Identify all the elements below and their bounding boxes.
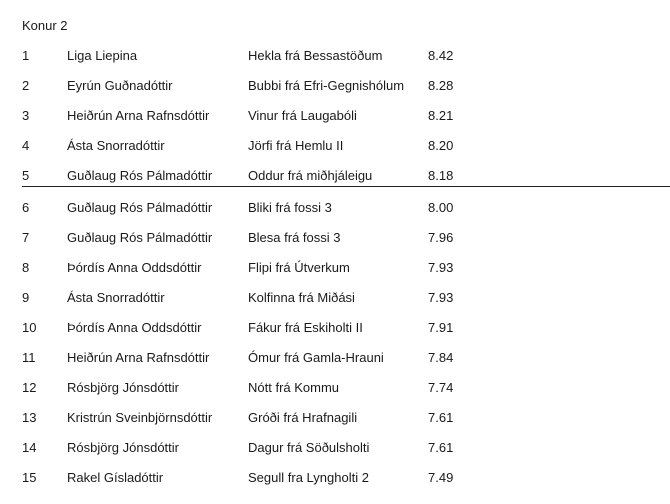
table-row <box>0 138 670 168</box>
table-row <box>0 48 670 78</box>
table-row <box>0 290 670 320</box>
rank-cell: 10 <box>22 319 37 335</box>
table-row <box>0 260 670 290</box>
rank-cell: 1 <box>22 48 30 63</box>
rider-cell: Heiðrún Arna Rafnsdóttir <box>67 108 210 124</box>
rank-cell: 13 <box>22 410 37 426</box>
table-row <box>0 380 670 410</box>
table-row <box>0 440 670 470</box>
rider-cell: Rakel Gísladóttir <box>67 470 164 486</box>
horse-cell: Fákur frá Eskiholti II <box>248 319 363 335</box>
rider-cell: Rósbjörg Jónsdóttir <box>67 380 179 396</box>
rider-cell: Eyrún Guðnadóttir <box>67 78 173 94</box>
horse-cell: Oddur frá miðhjáleigu <box>248 168 373 184</box>
score-cell: 7.91 <box>428 319 454 335</box>
horse-cell: Bliki frá fossi 3 <box>248 199 332 215</box>
rank-cell: 12 <box>22 380 37 396</box>
table-row <box>0 108 670 138</box>
rider-cell: Kristrún Sveinbjörnsdóttir <box>67 410 213 426</box>
score-cell: 7.61 <box>428 410 454 426</box>
horse-cell: Kolfinna frá Miðási <box>248 289 355 305</box>
score-cell: 7.61 <box>428 440 454 456</box>
score-cell: 8.42 <box>428 48 454 63</box>
horse-cell: Flipi frá Útverkum <box>248 259 350 275</box>
table-row <box>0 470 670 500</box>
horse-cell: Jörfi frá Hemlu II <box>248 138 344 154</box>
rank-cell: 14 <box>22 440 37 456</box>
score-cell: 7.96 <box>428 229 454 245</box>
rider-cell: Heiðrún Arna Rafnsdóttir <box>67 350 210 365</box>
rider-cell: Þórdís Anna Oddsdóttir <box>67 319 202 335</box>
score-cell: 7.84 <box>428 350 454 365</box>
rank-cell: 3 <box>22 108 30 124</box>
horse-cell: Blesa frá fossi 3 <box>248 229 341 245</box>
table-row <box>0 168 670 198</box>
rank-cell: 6 <box>22 199 30 215</box>
score-cell: 8.20 <box>428 138 454 154</box>
score-cell: 7.49 <box>428 470 454 486</box>
horse-cell: Gróði frá Hrafnagili <box>248 410 358 426</box>
rider-cell: Guðlaug Rós Pálmadóttir <box>67 199 213 215</box>
table-row <box>0 350 670 380</box>
score-cell: 8.28 <box>428 78 454 94</box>
table-row <box>0 78 670 108</box>
rank-cell: 15 <box>22 470 37 486</box>
horse-cell: Bubbi frá Efri-Gegnishólum <box>248 78 405 94</box>
score-cell: 7.93 <box>428 259 454 275</box>
score-cell: 7.74 <box>428 380 454 396</box>
rider-cell: Ásta Snorradóttir <box>67 289 165 305</box>
score-cell: 8.18 <box>428 168 454 184</box>
horse-cell: Hekla frá Bessastöðum <box>248 48 383 63</box>
score-cell: 8.00 <box>428 199 454 215</box>
table-row <box>0 200 670 230</box>
horse-cell: Ómur frá Gamla-Hrauni <box>248 350 384 365</box>
rank-cell: 4 <box>22 138 30 154</box>
rider-cell: Ásta Snorradóttir <box>67 138 165 154</box>
score-cell: 8.21 <box>428 108 454 124</box>
rank-cell: 7 <box>22 229 30 245</box>
rider-cell: Liga Liepina <box>67 48 138 63</box>
rank-cell: 2 <box>22 78 30 94</box>
rider-cell: Guðlaug Rós Pálmadóttir <box>67 168 213 184</box>
rank-cell: 5 <box>22 168 30 184</box>
section-title: Konur 2 <box>22 18 68 33</box>
rider-cell: Guðlaug Rós Pálmadóttir <box>67 229 213 245</box>
rider-cell: Rósbjörg Jónsdóttir <box>67 440 179 456</box>
rank-cell: 11 <box>22 350 36 365</box>
horse-cell: Segull fra Lyngholti 2 <box>248 470 369 486</box>
horse-cell: Dagur frá Söðulsholti <box>248 440 370 456</box>
rider-cell: Þórdís Anna Oddsdóttir <box>67 259 202 275</box>
rank-cell: 8 <box>22 259 30 275</box>
table-row <box>0 230 670 260</box>
qualification-divider <box>22 186 670 187</box>
table-row <box>0 320 670 350</box>
horse-cell: Vinur frá Laugabóli <box>248 108 357 124</box>
horse-cell: Nótt frá Kommu <box>248 380 340 396</box>
rank-cell: 9 <box>22 289 30 305</box>
score-cell: 7.93 <box>428 289 454 305</box>
table-row <box>0 410 670 440</box>
